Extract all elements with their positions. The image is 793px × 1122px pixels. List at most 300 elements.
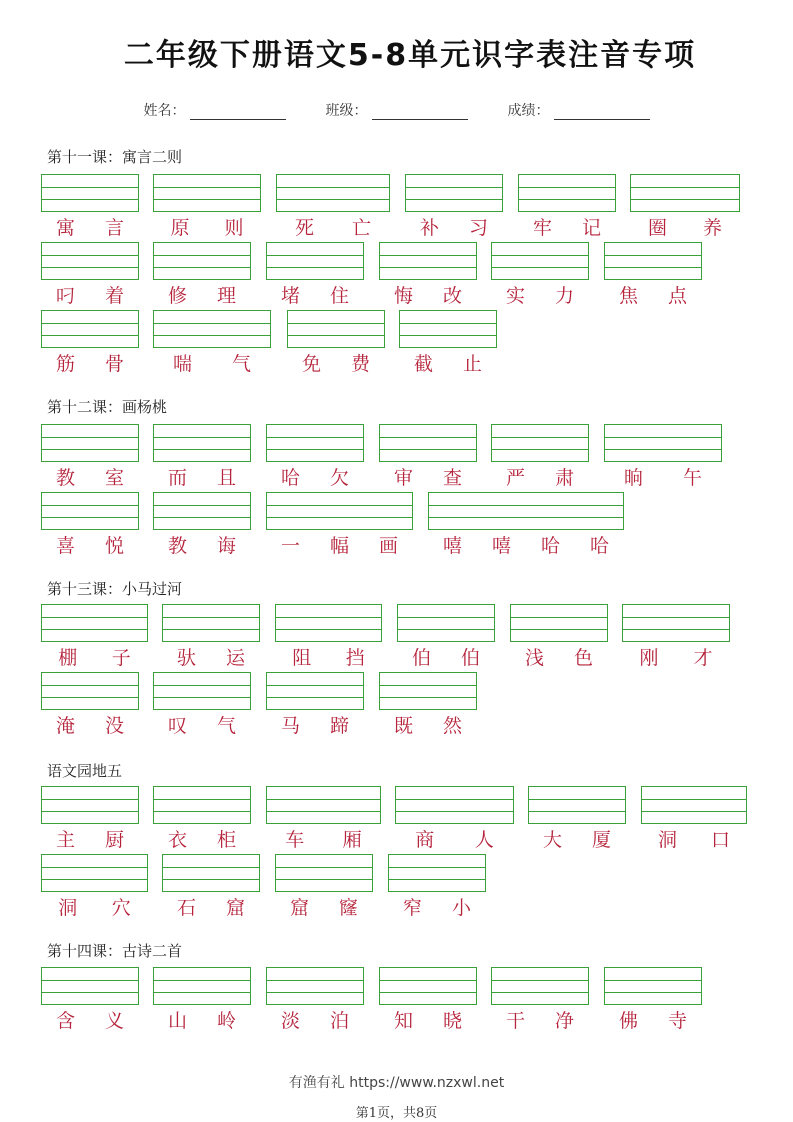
pinyin-writing-box[interactable] — [641, 786, 747, 824]
pinyin-writing-box[interactable] — [266, 786, 381, 824]
pinyin-writing-box[interactable] — [153, 492, 251, 530]
guide-line — [396, 811, 513, 812]
hanzi: 淹 — [55, 715, 75, 737]
pinyin-writing-box[interactable] — [622, 604, 730, 642]
hanzi: 窟 — [289, 897, 309, 919]
lesson-title: 第十一课：寓言二则 — [47, 148, 183, 166]
word-characters — [153, 463, 251, 490]
pinyin-writing-box[interactable] — [266, 967, 364, 1005]
hanzi: 筋 — [55, 353, 75, 375]
word-characters — [162, 893, 260, 920]
word-cell — [41, 242, 139, 306]
word-cell — [41, 310, 139, 374]
pinyin-writing-box[interactable] — [491, 242, 589, 280]
guide-line — [529, 799, 625, 800]
guide-line — [389, 879, 485, 880]
score-field[interactable] — [508, 100, 650, 120]
page-title: 二年级下册语文5-8单元识字表注音专项 — [123, 38, 697, 73]
hanzi: 小 — [451, 897, 471, 919]
hanzi: 哈 — [589, 535, 609, 557]
word-cell — [266, 672, 364, 736]
score-blank[interactable] — [554, 105, 650, 120]
hanzi: 实 — [505, 285, 525, 307]
hanzi: 厦 — [591, 829, 611, 851]
guide-line — [642, 799, 746, 800]
guide-line — [277, 187, 389, 188]
hanzi: 子 — [111, 647, 131, 669]
pinyin-writing-box[interactable] — [379, 967, 477, 1005]
hanzi: 干 — [505, 1010, 525, 1032]
guide-line — [389, 867, 485, 868]
guide-line — [163, 629, 259, 630]
pinyin-writing-box[interactable] — [275, 854, 373, 892]
guide-line — [42, 323, 138, 324]
hanzi: 口 — [710, 829, 730, 851]
hanzi: 商 — [415, 829, 435, 851]
hanzi: 才 — [693, 647, 713, 669]
word-cell — [41, 424, 139, 488]
hanzi: 幅 — [329, 535, 349, 557]
hanzi: 大 — [542, 829, 562, 851]
guide-line — [42, 335, 138, 336]
word-characters — [153, 825, 251, 852]
hanzi: 马 — [280, 715, 300, 737]
word-cell — [153, 310, 271, 374]
word-cell — [379, 242, 477, 306]
hanzi: 然 — [442, 715, 462, 737]
hanzi: 驮 — [176, 647, 196, 669]
guide-line — [154, 437, 250, 438]
guide-line — [492, 267, 588, 268]
hanzi: 审 — [393, 467, 413, 489]
word-cell — [41, 492, 139, 556]
guide-line — [163, 617, 259, 618]
pinyin-writing-box[interactable] — [518, 174, 616, 212]
guide-line — [42, 617, 147, 618]
guide-line — [511, 617, 607, 618]
guide-line — [267, 449, 363, 450]
guide-line — [400, 323, 496, 324]
pinyin-writing-box[interactable] — [153, 310, 271, 348]
pinyin-writing-box[interactable] — [162, 604, 260, 642]
pinyin-writing-box[interactable] — [276, 174, 390, 212]
pinyin-writing-box[interactable] — [41, 242, 139, 280]
word-cell — [162, 604, 260, 668]
guide-line — [492, 992, 588, 993]
guide-line — [154, 799, 250, 800]
word-cell — [275, 854, 373, 918]
guide-line — [154, 685, 250, 686]
word-cell — [622, 604, 730, 668]
guide-line — [154, 517, 250, 518]
guide-line — [42, 629, 147, 630]
pinyin-writing-box[interactable] — [153, 672, 251, 710]
pinyin-writing-box[interactable] — [397, 604, 495, 642]
hanzi: 人 — [474, 829, 494, 851]
word-characters — [379, 711, 477, 738]
class-blank[interactable] — [372, 105, 468, 120]
word-characters — [41, 463, 139, 490]
hanzi: 而 — [167, 467, 187, 489]
pinyin-writing-box[interactable] — [388, 854, 486, 892]
word-cell — [379, 672, 477, 736]
hanzi: 理 — [216, 285, 236, 307]
hanzi: 则 — [224, 217, 244, 239]
guide-line — [163, 879, 259, 880]
guide-line — [267, 799, 380, 800]
word-characters — [399, 349, 497, 376]
word-characters — [266, 531, 413, 558]
guide-line — [154, 505, 250, 506]
hanzi: 改 — [442, 285, 462, 307]
hanzi: 知 — [393, 1010, 413, 1032]
pinyin-writing-box[interactable] — [266, 242, 364, 280]
word-characters — [266, 825, 381, 852]
guide-line — [42, 199, 138, 200]
word-characters — [41, 1006, 139, 1033]
word-characters — [518, 213, 616, 240]
word-cell — [266, 242, 364, 306]
hanzi: 晓 — [442, 1010, 462, 1032]
hanzi: 阻 — [292, 647, 312, 669]
word-characters — [266, 711, 364, 738]
guide-line — [605, 437, 721, 438]
word-cell — [630, 174, 740, 238]
hanzi: 喜 — [55, 535, 75, 557]
word-cell — [41, 174, 139, 238]
guide-line — [42, 517, 138, 518]
hanzi: 习 — [468, 217, 488, 239]
hanzi: 窄 — [402, 897, 422, 919]
guide-line — [631, 187, 739, 188]
word-characters — [41, 281, 139, 308]
pinyin-writing-box[interactable] — [399, 310, 497, 348]
hanzi: 且 — [216, 467, 236, 489]
word-characters — [266, 281, 364, 308]
hanzi: 言 — [104, 217, 124, 239]
word-characters — [604, 1006, 702, 1033]
guide-line — [605, 255, 701, 256]
word-cell — [518, 174, 616, 238]
class-label: 班级： — [325, 103, 368, 119]
guide-line — [605, 449, 721, 450]
word-cell — [388, 854, 486, 918]
hanzi: 喘 — [172, 353, 192, 375]
hanzi: 晌 — [623, 467, 643, 489]
word-cell — [397, 604, 495, 668]
word-cell — [41, 854, 148, 918]
word-characters — [641, 825, 747, 852]
word-cell — [491, 967, 589, 1031]
guide-line — [276, 617, 381, 618]
guide-line — [267, 267, 363, 268]
guide-line — [267, 505, 412, 506]
hanzi: 佛 — [618, 1010, 638, 1032]
class-field[interactable] — [326, 100, 468, 120]
word-cell — [153, 424, 251, 488]
hanzi: 窿 — [338, 897, 358, 919]
word-cell — [510, 604, 608, 668]
guide-line — [42, 867, 147, 868]
hanzi: 原 — [170, 217, 190, 239]
guide-line — [276, 629, 381, 630]
pinyin-writing-box[interactable] — [630, 174, 740, 212]
guide-line — [42, 187, 138, 188]
word-characters — [630, 213, 740, 240]
word-characters — [162, 643, 260, 670]
word-characters — [276, 213, 390, 240]
hanzi: 气 — [231, 353, 251, 375]
hanzi: 力 — [554, 285, 574, 307]
guide-line — [605, 992, 701, 993]
hanzi: 厨 — [104, 829, 124, 851]
word-characters — [379, 463, 477, 490]
guide-line — [400, 335, 496, 336]
guide-line — [511, 629, 607, 630]
pinyin-writing-box[interactable] — [604, 242, 702, 280]
pinyin-writing-box[interactable] — [153, 967, 251, 1005]
name-field[interactable] — [144, 100, 286, 120]
word-characters — [604, 281, 702, 308]
guide-line — [380, 697, 476, 698]
pinyin-writing-box[interactable] — [379, 242, 477, 280]
hanzi: 点 — [667, 285, 687, 307]
word-characters — [153, 531, 251, 558]
guide-line — [154, 323, 270, 324]
guide-line — [42, 992, 138, 993]
hanzi: 刚 — [639, 647, 659, 669]
guide-line — [154, 449, 250, 450]
pinyin-writing-box[interactable] — [491, 967, 589, 1005]
word-cell — [275, 604, 382, 668]
guide-line — [492, 255, 588, 256]
page-number: 第1页，共8页 — [355, 1106, 438, 1121]
hanzi: 山 — [167, 1010, 187, 1032]
guide-line — [398, 629, 494, 630]
pinyin-writing-box[interactable] — [287, 310, 385, 348]
pinyin-writing-box[interactable] — [153, 242, 251, 280]
hanzi: 查 — [442, 467, 462, 489]
pinyin-writing-box[interactable] — [41, 604, 148, 642]
word-cell — [153, 786, 251, 850]
guide-line — [380, 685, 476, 686]
pinyin-writing-box[interactable] — [153, 424, 251, 462]
hanzi: 室 — [104, 467, 124, 489]
pinyin-writing-box[interactable] — [266, 424, 364, 462]
word-cell — [379, 967, 477, 1031]
hanzi: 窟 — [225, 897, 245, 919]
pinyin-writing-box[interactable] — [41, 174, 139, 212]
pinyin-writing-box[interactable] — [41, 854, 148, 892]
guide-line — [154, 335, 270, 336]
word-cell — [405, 174, 503, 238]
hanzi: 挡 — [345, 647, 365, 669]
guide-line — [163, 867, 259, 868]
guide-line — [529, 811, 625, 812]
word-characters — [266, 1006, 364, 1033]
guide-line — [154, 811, 250, 812]
guide-line — [154, 255, 250, 256]
guide-line — [642, 811, 746, 812]
word-cell — [379, 424, 477, 488]
word-characters — [622, 643, 730, 670]
hanzi: 一 — [280, 535, 300, 557]
word-characters — [41, 531, 139, 558]
hanzi: 嘻 — [491, 535, 511, 557]
hanzi: 没 — [104, 715, 124, 737]
hanzi: 义 — [104, 1010, 124, 1032]
guide-line — [605, 980, 701, 981]
guide-line — [42, 505, 138, 506]
pinyin-writing-box[interactable] — [528, 786, 626, 824]
guide-line — [154, 992, 250, 993]
guide-line — [267, 980, 363, 981]
word-cell — [276, 174, 390, 238]
word-characters — [41, 711, 139, 738]
word-characters — [153, 711, 251, 738]
hanzi: 浅 — [524, 647, 544, 669]
hanzi: 圈 — [647, 217, 667, 239]
guide-line — [380, 437, 476, 438]
guide-line — [492, 437, 588, 438]
hanzi: 骨 — [104, 353, 124, 375]
pinyin-writing-box[interactable] — [491, 424, 589, 462]
guide-line — [42, 697, 138, 698]
pinyin-writing-box[interactable] — [379, 424, 477, 462]
pinyin-writing-box[interactable] — [405, 174, 503, 212]
hanzi: 气 — [216, 715, 236, 737]
pinyin-writing-box[interactable] — [162, 854, 260, 892]
guide-line — [380, 449, 476, 450]
guide-line — [154, 267, 250, 268]
lesson-title: 第十四课：古诗二首 — [47, 942, 183, 960]
word-cell — [428, 492, 624, 556]
score-label: 成绩： — [507, 103, 550, 119]
pinyin-writing-box[interactable] — [379, 672, 477, 710]
pinyin-writing-box[interactable] — [41, 310, 139, 348]
guide-line — [276, 879, 372, 880]
hanzi: 寓 — [55, 217, 75, 239]
pinyin-writing-box[interactable] — [604, 967, 702, 1005]
pinyin-writing-box[interactable] — [510, 604, 608, 642]
hanzi: 叼 — [55, 285, 75, 307]
guide-line — [276, 867, 372, 868]
hanzi: 修 — [167, 285, 187, 307]
hanzi: 堵 — [280, 285, 300, 307]
word-cell — [266, 786, 381, 850]
pinyin-writing-box[interactable] — [266, 672, 364, 710]
word-cell — [491, 242, 589, 306]
guide-line — [288, 335, 384, 336]
hanzi: 蹄 — [329, 715, 349, 737]
hanzi: 焦 — [618, 285, 638, 307]
word-characters — [153, 213, 261, 240]
word-cell — [604, 242, 702, 306]
guide-line — [623, 617, 729, 618]
word-cell — [287, 310, 385, 374]
name-blank[interactable] — [190, 105, 286, 120]
word-characters — [41, 825, 139, 852]
guide-line — [380, 992, 476, 993]
hanzi: 死 — [294, 217, 314, 239]
guide-line — [623, 629, 729, 630]
word-characters — [395, 825, 514, 852]
word-characters — [266, 463, 364, 490]
hanzi: 淡 — [280, 1010, 300, 1032]
guide-line — [380, 980, 476, 981]
word-cell — [41, 672, 139, 736]
hanzi: 净 — [554, 1010, 574, 1032]
guide-line — [396, 799, 513, 800]
word-cell — [153, 492, 251, 556]
hanzi: 诲 — [216, 535, 236, 557]
word-characters — [604, 463, 722, 490]
hanzi: 寺 — [667, 1010, 687, 1032]
word-cell — [153, 242, 251, 306]
pinyin-writing-box[interactable] — [395, 786, 514, 824]
guide-line — [519, 199, 615, 200]
word-cell — [604, 967, 702, 1031]
pinyin-writing-box[interactable] — [153, 786, 251, 824]
guide-line — [492, 449, 588, 450]
hanzi: 哈 — [540, 535, 560, 557]
word-characters — [510, 643, 608, 670]
word-characters — [153, 1006, 251, 1033]
word-characters — [41, 893, 148, 920]
pinyin-writing-box[interactable] — [41, 786, 139, 824]
guide-line — [267, 697, 363, 698]
hanzi: 叹 — [167, 715, 187, 737]
guide-line — [154, 980, 250, 981]
pinyin-writing-box[interactable] — [153, 174, 261, 212]
pinyin-writing-box[interactable] — [604, 424, 722, 462]
guide-line — [42, 449, 138, 450]
pinyin-writing-box[interactable] — [41, 967, 139, 1005]
pinyin-writing-box[interactable] — [428, 492, 624, 530]
pinyin-writing-box[interactable] — [266, 492, 413, 530]
guide-line — [406, 187, 502, 188]
pinyin-writing-box[interactable] — [41, 672, 139, 710]
word-cell — [41, 786, 139, 850]
guide-line — [42, 980, 138, 981]
pinyin-writing-box[interactable] — [41, 492, 139, 530]
hanzi: 记 — [581, 217, 601, 239]
hanzi: 穴 — [111, 897, 131, 919]
hanzi: 悔 — [393, 285, 413, 307]
hanzi: 亡 — [351, 217, 371, 239]
word-characters — [41, 643, 148, 670]
hanzi: 教 — [167, 535, 187, 557]
word-characters — [428, 531, 624, 558]
word-characters — [379, 1006, 477, 1033]
hanzi: 画 — [378, 535, 398, 557]
hanzi: 补 — [419, 217, 439, 239]
hanzi: 伯 — [460, 647, 480, 669]
hanzi: 肃 — [554, 467, 574, 489]
word-characters — [397, 643, 495, 670]
pinyin-writing-box[interactable] — [275, 604, 382, 642]
hanzi: 住 — [329, 285, 349, 307]
word-characters — [379, 281, 477, 308]
guide-line — [267, 992, 363, 993]
guide-line — [42, 811, 138, 812]
word-cell — [641, 786, 747, 850]
hanzi: 午 — [682, 467, 702, 489]
word-cell — [41, 967, 139, 1031]
hanzi: 石 — [176, 897, 196, 919]
pinyin-writing-box[interactable] — [41, 424, 139, 462]
lesson-title: 语文园地五 — [47, 762, 123, 780]
